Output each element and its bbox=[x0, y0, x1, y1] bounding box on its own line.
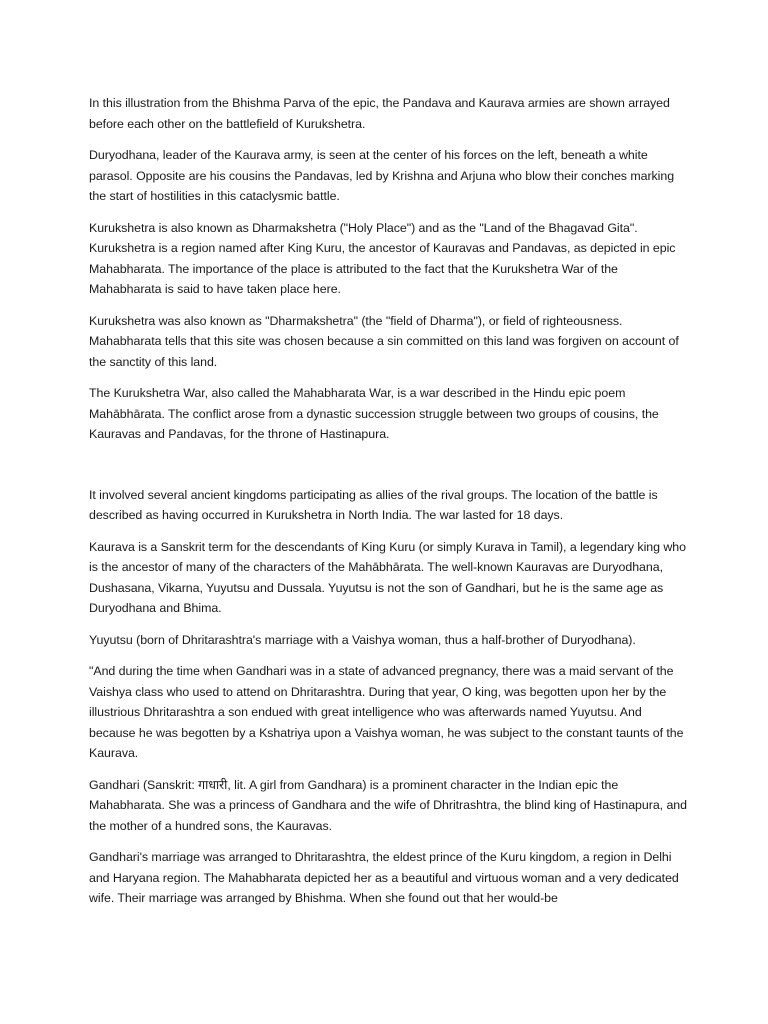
paragraph-9: "And during the time when Gandhari was in a state of advanced pregnancy, there was a maid servant of the Vaishya class who used to attend on Dhritarashtra. During that year, O king, was begotten upon her by the illustrious Dhritarashtra a son endued with great intelligence who was afterwards named Yuyutsu. And because he was begotten by a Kshatriya upon a Vaishya woman, he was subject to the constant taunts of the Kaurava. bbox=[89, 664, 684, 760]
paragraph-1: In this illustration from the Bhishma Parva of the epic, the Pandava and Kaurava armies are shown arrayed before each other on the battlefield of Kurukshetra. bbox=[89, 96, 670, 131]
paragraph-6: It involved several ancient kingdoms participating as allies of the rival groups. The location of the battle is described as having occurred in Kurukshetra in North India. The war lasted for 18 days. bbox=[89, 487, 658, 522]
paragraph-3: Kurukshetra is also known as Dharmakshetra ("Holy Place") and as the "Land of the Bhagavad Gita". Kurukshetra is a region named after King Kuru, the ancestor of Kauravas and Pandavas, as depicted in epic Mahabharata. The importance of the place is attributed to the fact that the Kurukshetra War of the Mahabharata is said to have taken place here. bbox=[89, 220, 676, 296]
paragraph-8: Yuyutsu (born of Dhritarashtra's marriage with a Vaishya woman, thus a half-brother of Duryodhana). bbox=[89, 632, 636, 647]
document-body bbox=[89, 93, 689, 920]
paragraph-5: The Kurukshetra War, also called the Mahabharata War, is a war described in the Hindu epic poem Mahābhārata. The conflict arose from a dynastic succession struggle between two groups of cousins, the Kauravas and Pandavas, for the throne of Hastinapura. bbox=[89, 386, 659, 441]
paragraph-10: Gandhari (Sanskrit: गाधारी, lit. A girl from Gandhara) is a prominent character in the Indian epic the Mahabharata. She was a princess of Gandhara and the wife of Dhritrashtra, the blind king of Hastinapura, and the mother of a hundred sons, the Kauravas. bbox=[89, 777, 687, 833]
paragraph-2: Duryodhana, leader of the Kaurava army, is seen at the center of his forces on the left, beneath a white parasol. Opposite are his cousins the Pandavas, led by Krishna and Arjuna who blow their conches marking the start of hostilities in this cataclysmic battle. bbox=[89, 148, 675, 203]
paragraph-11: Gandhari's marriage was arranged to Dhritarashtra, the eldest prince of the Kuru kingdom, a region in Delhi and Haryana region. The Mahabharata depicted her as a beautiful and virtuous woman and a very dedicated wife. Their marriage was arranged by Bhishma. When she found out that her would-be bbox=[89, 850, 679, 905]
paragraph-7: Kaurava is a Sanskrit term for the descendants of King Kuru (or simply Kurava in Tamil), a legendary king who is the ancestor of many of the characters of the Mahābhārata. The well-known Kauravas are Duryodhana, Dushasana, Vikarna, Yuyutsu and Dussala. Yuyutsu is not the son of Gandhari, but he is the same age as Duryodhana and Bhima. bbox=[89, 539, 686, 615]
paragraph-4: Kurukshetra was also known as "Dharmakshetra" (the "field of Dharma"), or field of righteousness. Mahabharata tells that this site was chosen because a sin committed on this land was forgiven on account of the sanctity of this land. bbox=[89, 313, 679, 369]
